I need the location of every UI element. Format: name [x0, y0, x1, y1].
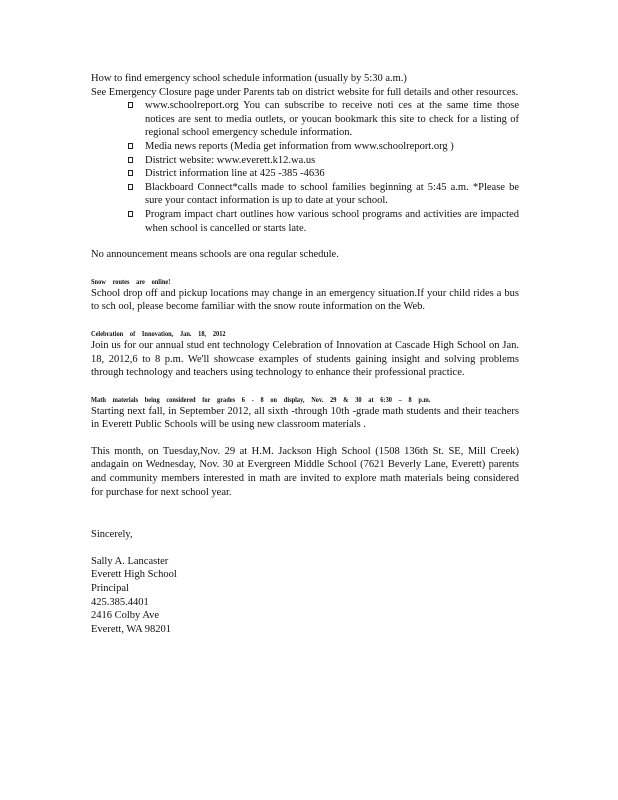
- bullet-box-icon: [128, 211, 133, 217]
- letter-body: [91, 72, 519, 636]
- snow-routes-heading: Snow routes are online!: [91, 276, 171, 286]
- snow-routes-body: School drop off and pickup locations may change in an emergency situation.If your child rides a bus to sch ool, please become familiar with the snow route information on the Web.: [91, 287, 519, 313]
- signature-school: Everett High School: [91, 569, 177, 581]
- math-heading: Math materials being considered for grades 6 - 8 on display, Nov. 29 & 30 at 6:30 – 8 p.m.: [91, 394, 431, 404]
- list-item: District information line at 425 -385 -4636: [91, 167, 519, 181]
- bullet-box-icon: [128, 102, 133, 108]
- celebration-heading: Celebration of Innovation, Jan. 18, 2012: [91, 328, 226, 338]
- bullet-box-icon: [128, 184, 133, 190]
- intro-line: How to find emergency school schedule information (usually by 5:30 a.m.): [91, 73, 407, 84]
- resource-list: [91, 99, 519, 235]
- celebration-body: Join us for our annual stud ent technology Celebration of Innovation at Cascade High School on Jan. 18, 2012,6 to 8 p.m. We'll showcase examples of students gaining insight and solving problems through technology and teachers using technology to enhance their professional practice.: [91, 339, 519, 379]
- list-item: Media news reports (Media get information from www.schoolreport.org ): [91, 140, 519, 154]
- signature-street: 2416 Colby Ave: [91, 610, 160, 622]
- closing: Sincerely,: [91, 529, 133, 541]
- list-item: District website: www.everett.k12.wa.us: [91, 154, 519, 168]
- list-item: Program impact chart outlines how various school programs and activities are impacted when school is cancelled or starts late.: [91, 208, 519, 235]
- list-item: Blackboard Connect*calls made to school families beginning at 5:45 a.m. *Please be sure your contact information is up to date at your school.: [91, 181, 519, 208]
- intro-details: See Emergency Closure page under Parents tab on district website for full details and other resources.: [91, 86, 519, 98]
- signature-city: Everett, WA 98201: [91, 623, 172, 635]
- math-body-2: This month, on Tuesday,Nov. 29 at H.M. Jackson High School (1508 136th St. SE, Mill Creek) andagain on Wednesday, Nov. 30 at Evergreen Middle School (7621 Beverly Lane, Everett) parents and community members interested in math are invited to explore math materials being considered for purchase for next school year.: [91, 445, 519, 498]
- bullet-box-icon: [128, 157, 133, 163]
- signature-name: Sally A. Lancaster: [91, 555, 169, 567]
- list-item: www.schoolreport.org You can subscribe to receive noti ces at the same time those notices are sent to media outlets, or youcan bookmark this site to check for a listing of regional school emergency schedule information.: [91, 99, 519, 140]
- signature-title: Principal: [91, 583, 129, 595]
- bullet-box-icon: [128, 143, 133, 149]
- signature-phone: 425.385.4401: [91, 596, 149, 608]
- bullet-box-icon: [128, 170, 133, 176]
- no-announcement-note: No announcement means schools are ona regular schedule.: [91, 249, 339, 261]
- math-body-1: Starting next fall, in September 2012, all sixth -through 10th -grade math students and their teachers in Everett Public Schools will be using new classroom materials .: [91, 405, 519, 431]
